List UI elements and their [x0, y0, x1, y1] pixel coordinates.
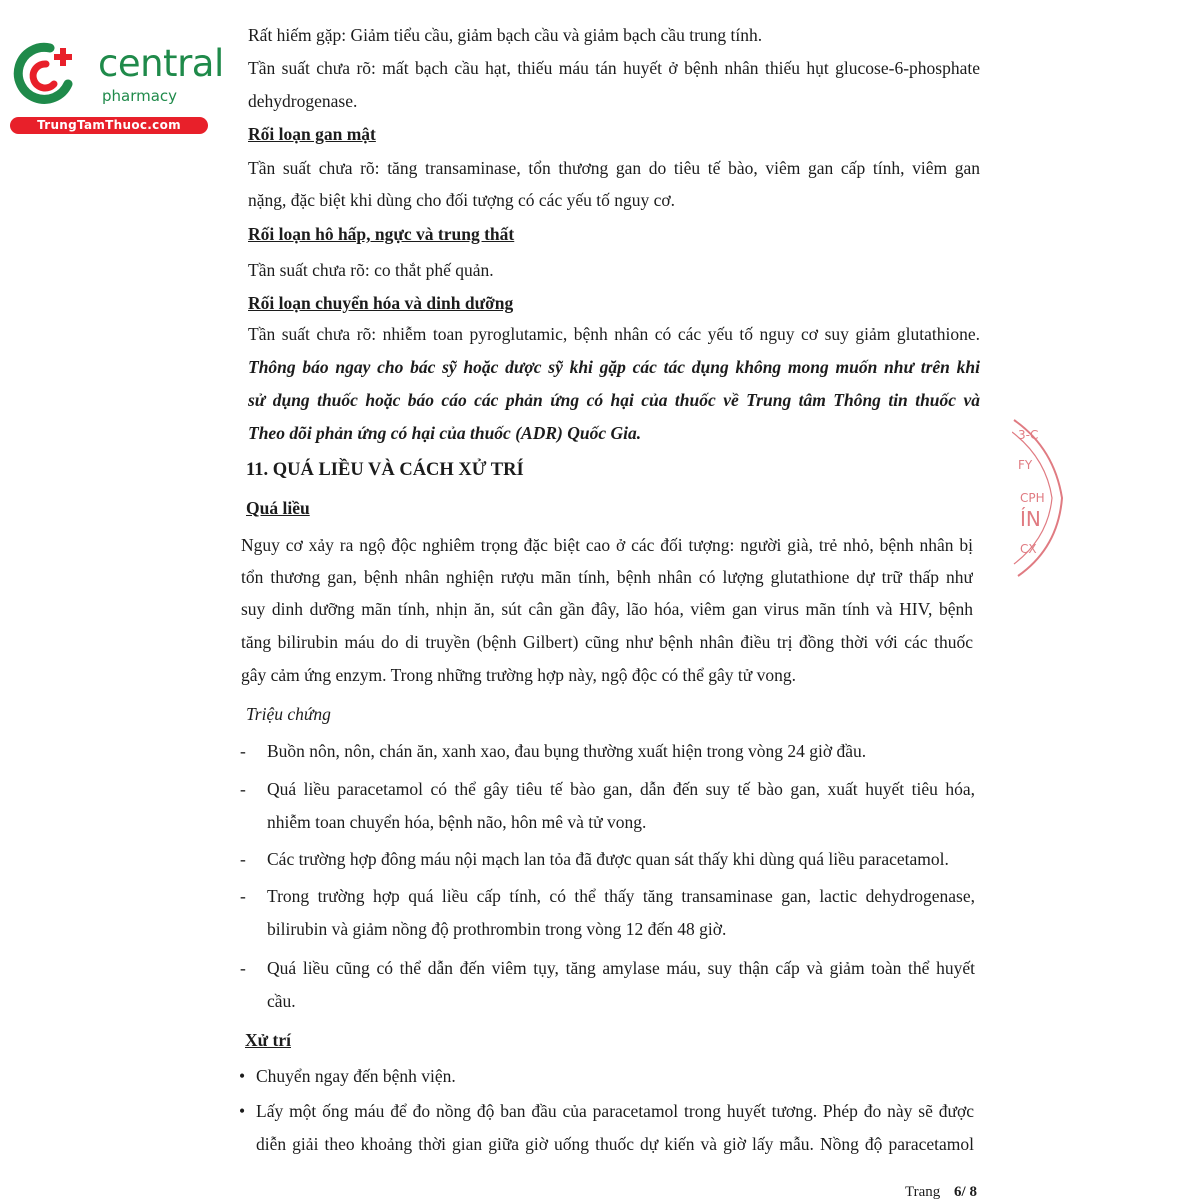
- list-item: Buồn nôn, nôn, chán ăn, xanh xao, đau bụng thường xuất hiện trong vòng 24 giờ đầu.: [267, 741, 867, 761]
- list-item: Chuyển ngay đến bệnh viện.: [256, 1066, 456, 1086]
- stamp-ring-icon: [1012, 408, 1072, 588]
- stamp-text: 3-C: [1018, 428, 1039, 442]
- section-heading-metabolism: Rối loạn chuyển hóa và dinh dưỡng: [248, 293, 514, 313]
- list-item: Trong trường hợp quá liều cấp tính, có thể thấy tăng transaminase gan, lactic dehydrogenase,: [267, 886, 975, 906]
- list-item: nhiễm toan chuyển hóa, bệnh não, hôn mê và tử vong.: [267, 812, 647, 832]
- logo-url-badge: TrungTamThuoc.com: [10, 117, 208, 134]
- section-title-overdose: 11. QUÁ LIỀU VÀ CÁCH XỬ TRÍ: [246, 460, 524, 480]
- page-label: Trang: [905, 1184, 941, 1200]
- text-line: Tần suất chưa rõ: nhiễm toan pyroglutamic, bệnh nhân có các yếu tố nguy cơ suy giảm glutathione.: [248, 324, 980, 344]
- text-line: suy dinh dưỡng mãn tính, nhịn ăn, sút cân gần đây, lão hóa, viêm gan virus mãn tính và HIV, bệnh: [241, 599, 973, 619]
- list-dash: -: [240, 849, 246, 869]
- list-item: Quá liều cũng có thể dẫn đến viêm tụy, tăng amylase máu, suy thận cấp và giảm toàn thể huyết: [267, 958, 975, 978]
- stamp-text: ÍN: [1020, 507, 1041, 531]
- notice-line: Thông báo ngay cho bác sỹ hoặc dược sỹ khi gặp các tác dụng không mong muốn như trên khi: [248, 357, 980, 377]
- text-line: dehydrogenase.: [248, 91, 358, 111]
- text-line: Nguy cơ xảy ra ngộ độc nghiêm trọng đặc biệt cao ở các đối tượng: người già, trẻ nhỏ, bệnh nhân bị: [241, 535, 973, 555]
- stamp-text: CPH: [1020, 491, 1045, 505]
- text-line: Tần suất chưa rõ: co thắt phế quản.: [248, 260, 494, 280]
- list-dash: -: [240, 779, 246, 799]
- list-bullet: •: [239, 1101, 246, 1121]
- text-line: Rất hiếm gặp: Giảm tiểu cầu, giảm bạch cầu và giảm bạch cầu trung tính.: [248, 25, 763, 45]
- text-line: Tần suất chưa rõ: tăng transaminase, tổn thương gan do tiêu tế bào, viêm gan cấp tính, viêm gan: [248, 158, 980, 178]
- logo-name: central: [98, 42, 224, 85]
- section-heading-hepatobiliary: Rối loạn gan mật: [248, 124, 376, 144]
- company-stamp: [1012, 408, 1072, 588]
- notice-line: sử dụng thuốc hoặc báo cáo các phản ứng có hại của thuốc về Trung tâm Thông tin thuốc và: [248, 390, 980, 410]
- pharmacy-logo[interactable]: [10, 36, 224, 136]
- page-number: [905, 1184, 977, 1200]
- text-line: Tần suất chưa rõ: mất bạch cầu hạt, thiếu máu tán huyết ở bệnh nhân thiếu hụt glucose-6-phosphate: [248, 58, 980, 78]
- list-dash: -: [240, 886, 246, 906]
- logo-subtitle: pharmacy: [102, 87, 178, 105]
- text-line: nặng, đặc biệt khi dùng cho đối tượng có các yếu tố nguy cơ.: [248, 190, 675, 210]
- text-line: tổn thương gan, bệnh nhân nghiện rượu mãn tính, bệnh nhân có lượng glutathione dự trữ thấp như: [241, 567, 973, 587]
- list-item: Các trường hợp đông máu nội mạch lan tỏa đã được quan sát thấy khi dùng quá liều paracetamol.: [267, 849, 949, 869]
- list-bullet: •: [239, 1066, 246, 1086]
- central-pharmacy-logo-icon: [10, 40, 80, 106]
- list-item: bilirubin và giảm nồng độ prothrombin trong vòng 12 đến 48 giờ.: [267, 919, 727, 939]
- stamp-text: CX: [1020, 542, 1037, 556]
- text-line: gây cảm ứng enzym. Trong những trường hợp này, ngộ độc có thể gây tử vong.: [241, 665, 796, 685]
- list-dash: -: [240, 741, 246, 761]
- list-item: cầu.: [267, 991, 296, 1011]
- list-item: Lấy một ống máu để đo nồng độ ban đầu của paracetamol trong huyết tương. Phép đo này sẽ được: [256, 1101, 974, 1121]
- notice-line: Theo dõi phản ứng có hại của thuốc (ADR) Quốc Gia.: [248, 423, 642, 443]
- subheading-symptoms: Triệu chứng: [246, 704, 331, 724]
- text-line: tăng bilirubin máu do di truyền (bệnh Gilbert) cũng như bệnh nhân điều trị đồng thời với các thuốc: [241, 632, 973, 652]
- list-item: diễn giải theo khoảng thời gian giữa giờ uống thuốc dự kiến và giờ lấy mẫu. Nồng độ paracetamol: [256, 1134, 974, 1154]
- page-value: 6/ 8: [954, 1184, 977, 1200]
- list-dash: -: [240, 958, 246, 978]
- subheading-treatment: Xử trí: [245, 1030, 291, 1050]
- section-heading-respiratory: Rối loạn hô hấp, ngực và trung thất: [248, 224, 515, 244]
- stamp-text: FY: [1018, 458, 1033, 472]
- subheading-overdose: Quá liều: [246, 498, 310, 518]
- list-item: Quá liều paracetamol có thể gây tiêu tế bào gan, dẫn đến suy tế bào gan, xuất huyết tiêu hóa,: [267, 779, 975, 799]
